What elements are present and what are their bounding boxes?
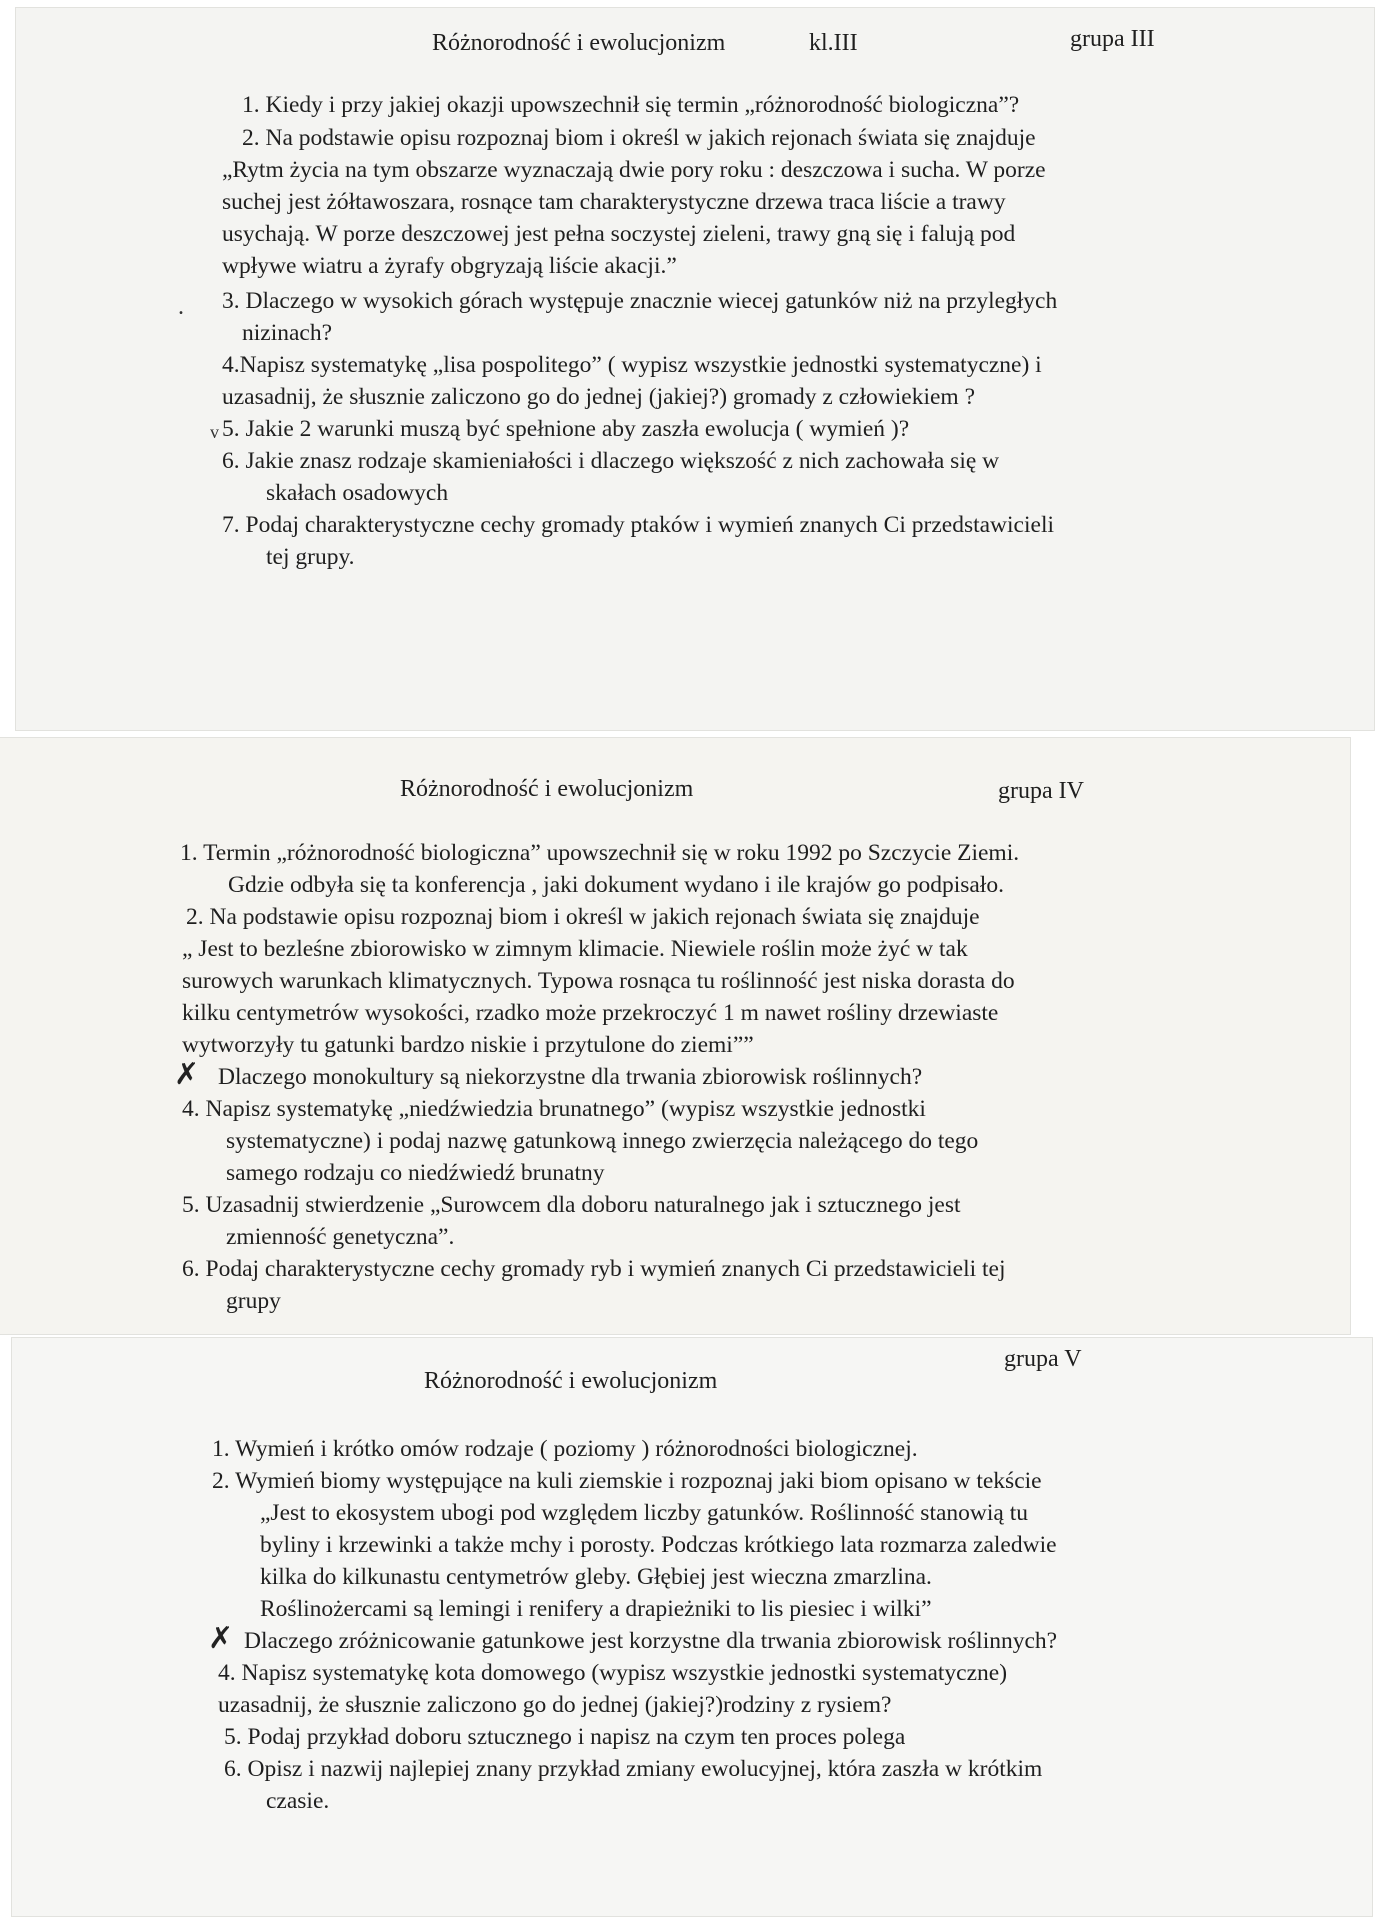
question-line: wytworzyły tu gatunki bardzo niskie i przytulone do ziemi”” [182, 1032, 754, 1058]
question-line: byliny i krzewinki a także mchy i porosty. Podczas krótkiego lata rozmarza zaledwie [260, 1532, 1057, 1558]
question-line: 6. Jakie znasz rodzaje skamieniałości i dlaczego większość z nich zachowała się w [222, 448, 1000, 474]
question-line: kilka do kilkunastu centymetrów gleby. Głębiej jest wieczna zmarzlina. [260, 1564, 932, 1590]
question-line: usychają. W porze deszczowej jest pełna soczystej zieleni, trawy gną się i falują pod [222, 221, 1016, 247]
question-line: czasie. [266, 1788, 330, 1814]
question-line: 4. Napisz systematykę kota domowego (wypisz wszystkie jednostki systematyczne) [218, 1660, 1008, 1686]
question-line: 5. Podaj przykład doboru sztucznego i napisz na czym ten proces polega [224, 1724, 906, 1750]
question-line: Gdzie odbyła się ta konferencja , jaki dokument wydano i ile krajów go podpisało. [228, 872, 1004, 898]
question-line: „Jest to ekosystem ubogi pod względem liczby gatunków. Roślinność stanowią tu [260, 1500, 1028, 1526]
sheet-title: Różnorodność i ewolucjonizm [432, 30, 726, 56]
question-line: wpływe wiatru a żyrafy obgryzają liście akacji.” [222, 253, 677, 279]
question-line: 1. Wymień i krótko omów rodzaje ( poziomy ) różnorodności biologicznej. [212, 1436, 918, 1462]
group-label: grupa V [1004, 1346, 1082, 1372]
question-line: 1. Kiedy i przy jakiej okazji upowszechnił się termin „różnorodność biologiczna”? [242, 92, 1020, 118]
question-line: 4. Napisz systematykę „niedźwiedzia brunatnego” (wypisz wszystkie jednostki [182, 1096, 926, 1122]
question-line: tej grupy. [266, 544, 355, 570]
question-line: grupy [226, 1288, 281, 1314]
group-label: grupa III [1070, 26, 1155, 52]
question-line: uzasadnij, że słusznie zaliczono go do jednej (jakiej?)rodziny z rysiem? [218, 1692, 892, 1718]
question-line: Roślinożercami są lemingi i renifery a drapieżniki to lis piesiec i wilki” [260, 1596, 932, 1622]
sheet-title: Różnorodność i ewolucjonizm [400, 776, 694, 802]
question-line: samego rodzaju co niedźwiedź brunatny [226, 1160, 605, 1186]
question-line: „ Jest to bezleśne zbiorowisko w zimnym klimacie. Niewiele roślin może żyć w tak [182, 936, 968, 962]
question-line: „Rytm życia na tym obszarze wyznaczają dwie pory roku : deszczowa i sucha. W porze [222, 157, 1046, 183]
margin-dot: . [178, 294, 184, 320]
question-line: 3. Dlaczego w wysokich górach występuje znacznie wiecej gatunków niż na przyległych [222, 288, 1058, 314]
question-line: 7. Podaj charakterystyczne cechy gromady ptaków i wymień znanych Ci przedstawicieli [222, 512, 1055, 538]
question-line: kilku centymetrów wysokości, rzadko może przekroczyć 1 m nawet rośliny drzewiaste [182, 1000, 999, 1026]
tick-mark: v [210, 422, 219, 442]
cross-mark: ✗ [174, 1058, 200, 1091]
exam-sheet-group-3 [16, 8, 1374, 730]
question-line: skałach osadowych [266, 480, 449, 506]
question-line: 5. Jakie 2 warunki muszą być spełnione aby zaszła ewolucja ( wymień )? [222, 416, 910, 442]
question-line: 4.Napisz systematykę „lisa pospolitego” ( wypisz wszystkie jednostki systematyczne) i [222, 352, 1042, 378]
question-line: systematyczne) i podaj nazwę gatunkową innego zwierzęcia należącego do tego [226, 1128, 979, 1154]
question-line: suchej jest żółtawoszara, rosnące tam charakterystyczne drzewa traca liście a trawy [222, 189, 1006, 215]
group-label: grupa IV [998, 778, 1084, 804]
question-line: surowych warunkach klimatycznych. Typowa rosnąca tu roślinność jest niska dorasta do [182, 968, 1015, 994]
sheet-title: Różnorodność i ewolucjonizm [424, 1368, 718, 1394]
question-line: 2. Wymień biomy występujące na kuli ziemskie i rozpoznaj jaki biom opisano w tekście [212, 1468, 1042, 1494]
question-line: zmienność genetyczna”. [226, 1224, 455, 1250]
question-line: 6. Opisz i nazwij najlepiej znany przykład zmiany ewolucyjnej, która zaszła w krótkim [224, 1756, 1043, 1782]
question-line: 2. Na podstawie opisu rozpoznaj biom i określ w jakich rejonach świata się znajduje [242, 125, 1036, 151]
question-line: nizinach? [242, 320, 333, 346]
question-line: 2. Na podstawie opisu rozpoznaj biom i określ w jakich rejonach świata się znajduje [186, 904, 980, 930]
class-label: kl.III [809, 30, 858, 56]
question-line: Dlaczego zróżnicowanie gatunkowe jest korzystne dla trwania zbiorowisk roślinnych? [244, 1628, 1058, 1654]
exam-sheet-group-5 [12, 1338, 1372, 1916]
cross-mark: ✗ [208, 1622, 234, 1655]
question-line: 1. Termin „różnorodność biologiczna” upowszechnił się w roku 1992 po Szczycie Ziemi. [180, 840, 1020, 866]
question-line: Dlaczego monokultury są niekorzystne dla trwania zbiorowisk roślinnych? [218, 1064, 923, 1090]
question-line: 5. Uzasadnij stwierdzenie „Surowcem dla doboru naturalnego jak i sztucznego jest [182, 1192, 961, 1218]
exam-sheet-group-4 [0, 738, 1350, 1334]
question-line: uzasadnij, że słusznie zaliczono go do jednej (jakiej?) gromady z człowiekiem ? [222, 384, 975, 410]
question-line: 6. Podaj charakterystyczne cechy gromady ryb i wymień znanych Ci przedstawicieli tej [182, 1256, 1006, 1282]
